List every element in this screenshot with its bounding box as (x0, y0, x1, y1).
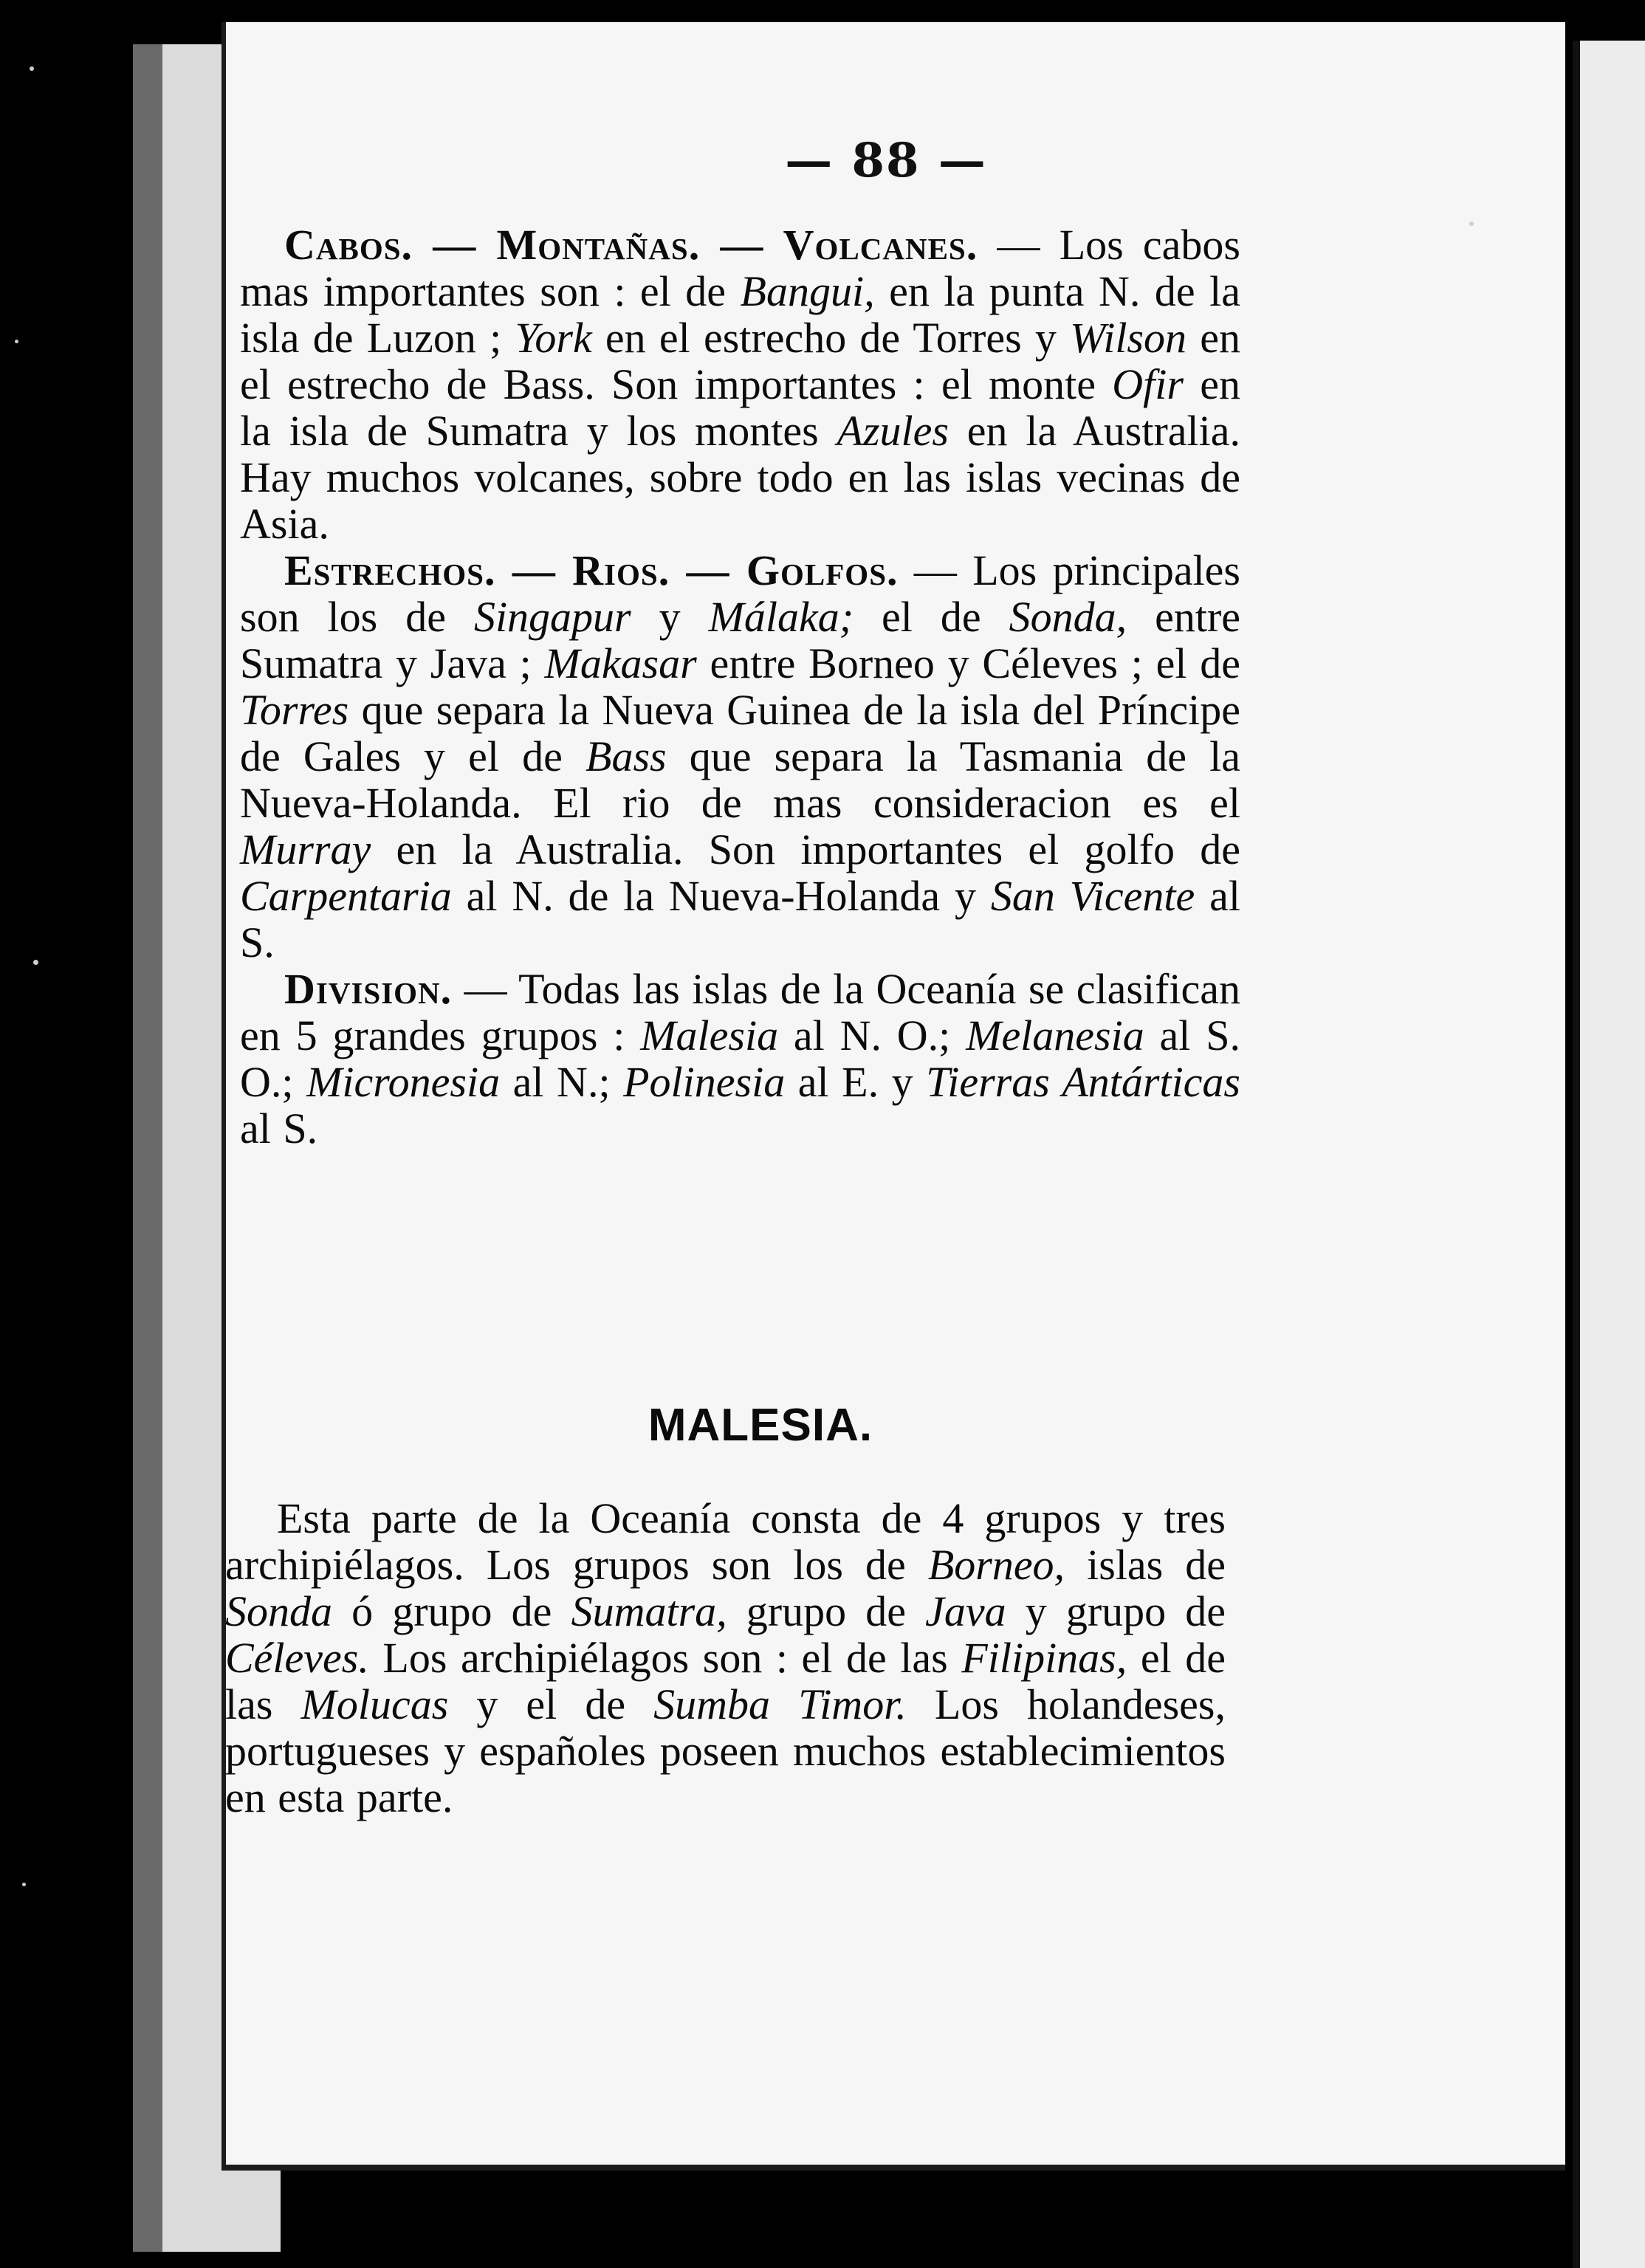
paragraph (225, 1495, 1226, 1821)
paragraph-lead: Estrechos. — Rios. — Golfos. (284, 546, 899, 594)
text-run: — Los cabos mas importantes son : el de (240, 221, 1240, 315)
text-run: grupo de (727, 1587, 926, 1635)
text-run: que separa la Tasmania de la Nueva-Holanda. El rio de mas consideracion es el (240, 732, 1240, 827)
next-page-edge (1573, 41, 1645, 2268)
text-run: en el estrecho de Bass. Son importantes : el monte (240, 314, 1240, 408)
paragraph-lead: Division. (284, 965, 453, 1013)
text-run: Los archipiélagos son : el de las (368, 1634, 962, 1682)
italic-term: Sonda, (1009, 593, 1127, 641)
text-run: el de (854, 593, 1009, 641)
italic-term: Céleves. (225, 1634, 369, 1682)
italic-term: Tierras Antárticas (926, 1058, 1240, 1106)
text-run: en la punta N. de la isla de Luzon ; (240, 267, 1240, 362)
italic-term: Málaka; (708, 593, 854, 641)
italic-term: Polinesia (623, 1058, 786, 1106)
text-run: al N.; (500, 1058, 624, 1106)
scan-speck (33, 960, 38, 965)
italic-term: Filipinas, (961, 1634, 1127, 1682)
italic-term: Wilson (1070, 314, 1187, 362)
italic-term: Bangui, (740, 267, 875, 315)
paragraph (240, 221, 1240, 547)
text-run: — Los principales son los de (240, 546, 1240, 641)
text-run: el de las (225, 1634, 1226, 1728)
italic-term: Java (925, 1587, 1006, 1635)
text-run: en la Australia. Son importantes el golfo de (371, 825, 1240, 873)
paragraph (240, 547, 1240, 966)
italic-term: San Vicente (990, 872, 1195, 920)
text-run: islas de (1065, 1541, 1226, 1589)
text-run: en el estrecho de Torres y (591, 314, 1071, 362)
italic-term: Murray (240, 825, 371, 873)
italic-term: Makasar (544, 639, 697, 687)
italic-term: Sumatra, (571, 1587, 727, 1635)
italic-term: York (515, 314, 592, 362)
text-run: al N. O.; (778, 1011, 966, 1059)
italic-term: Malesia (640, 1011, 779, 1059)
italic-term: Molucas (301, 1680, 449, 1728)
text-run: y grupo de (1006, 1587, 1226, 1635)
italic-term: Sumba Timor. (653, 1680, 907, 1728)
scan-speck (30, 66, 34, 71)
text-run: al S. (240, 872, 1240, 966)
text-run: al S. O.; (240, 1011, 1240, 1106)
text-run: Los holandeses, portugueses y españoles poseen muchos establecimientos en esta parte. (225, 1680, 1226, 1821)
italic-term: Singapur (473, 593, 631, 641)
paragraph-lead: Cabos. — Montañas. — Volcanes. (284, 221, 978, 269)
page-number: — 88 — (785, 133, 987, 188)
italic-term: Azules (837, 407, 949, 455)
scan-speck (22, 1883, 26, 1886)
text-run: Esta parte de la Oceanía consta de 4 grupos y tres archipiélagos. Los grupos son los de (225, 1494, 1226, 1589)
italic-term: Micronesia (306, 1058, 501, 1106)
italic-term: Borneo, (927, 1541, 1065, 1589)
italic-term: Ofir (1112, 360, 1184, 408)
text-run: — Todas las islas de la Oceanía se clasifican en 5 grandes grupos : (240, 965, 1240, 1059)
body-text-malesia (225, 1495, 1226, 1821)
italic-term: Bass (585, 732, 667, 780)
italic-term: Melanesia (966, 1011, 1144, 1059)
text-run: en la isla de Sumatra y los montes (240, 360, 1240, 455)
text-run: entre Sumatra y Java ; (240, 593, 1241, 687)
text-run: que separa la Nueva Guinea de la isla del Príncipe de Gales y el de (240, 686, 1240, 780)
binding-shadow (133, 44, 162, 2252)
text-run: al N. de la Nueva-Holanda y (451, 872, 991, 920)
scan-speck (15, 340, 18, 343)
text-run: y el de (448, 1680, 654, 1728)
italic-term: Carpentaria (240, 872, 452, 920)
text-run: al E. y (785, 1058, 927, 1106)
text-run: entre Borneo y Céleves ; el de (696, 639, 1240, 687)
paragraph (240, 966, 1240, 1152)
text-run: ó grupo de (332, 1587, 571, 1635)
text-run: en la Australia. Hay muchos volcanes, sobre todo en las islas vecinas de Asia. (240, 407, 1240, 548)
body-text-oceania (240, 221, 1240, 1152)
italic-term: Sonda (225, 1587, 332, 1635)
section-heading-malesia: MALESIA. (648, 1400, 873, 1451)
scan-speck (1469, 221, 1474, 226)
text-run: y (631, 593, 709, 641)
italic-term: Torres (240, 686, 349, 734)
text-run: al S. (240, 1104, 318, 1152)
